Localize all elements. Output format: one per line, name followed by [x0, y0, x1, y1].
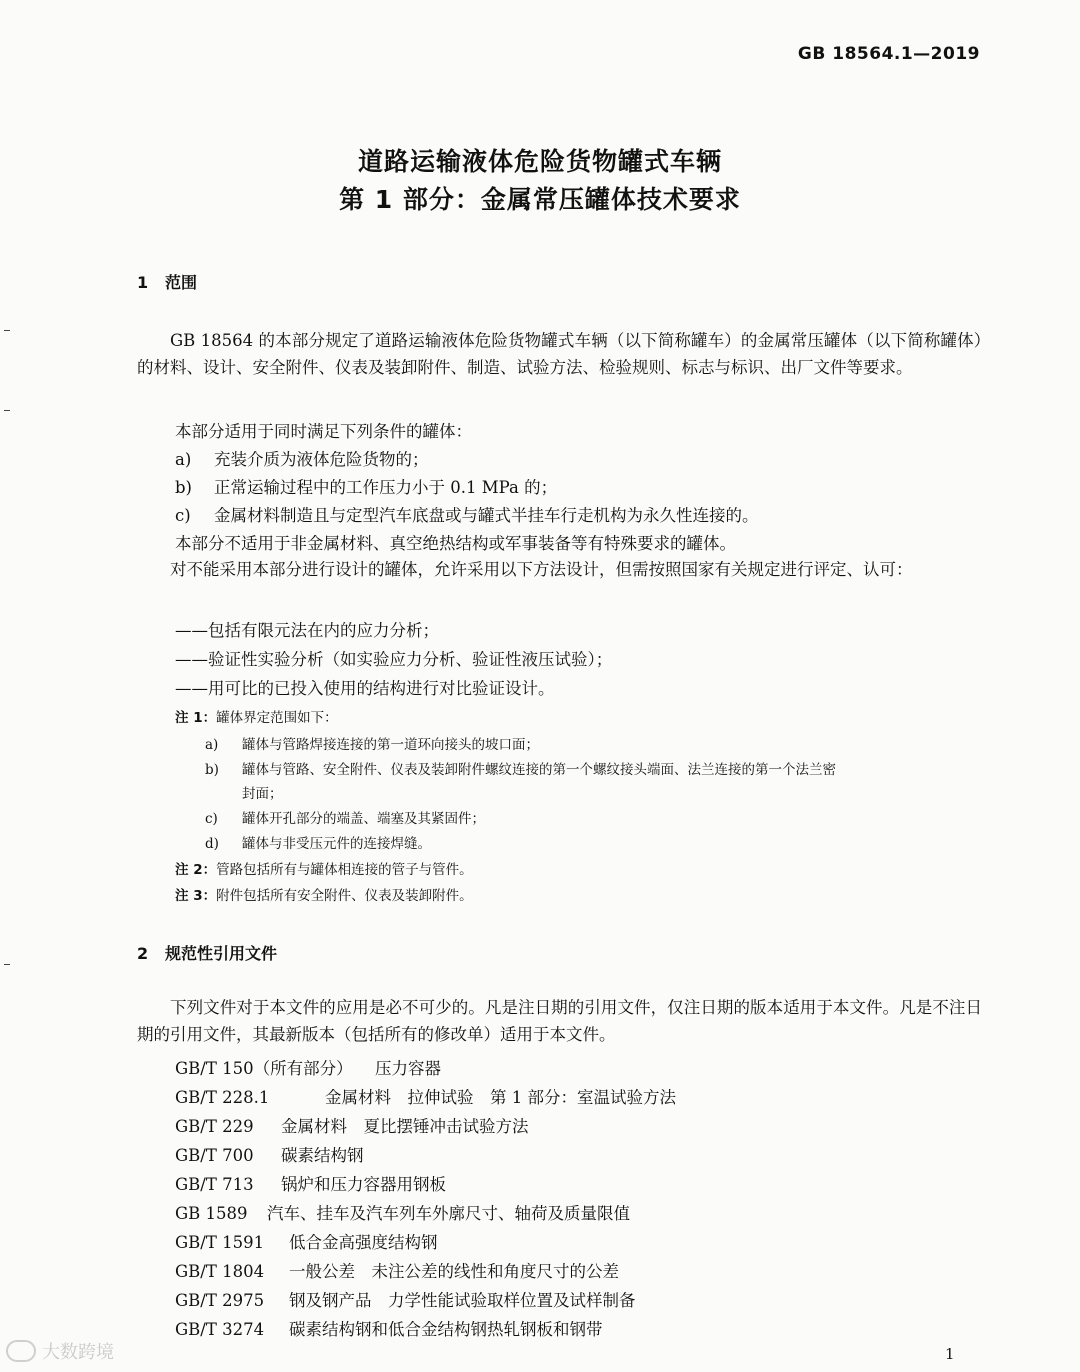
- not-applies-statement: 本部分不适用于非金属材料、真空绝热结构或军事装备等有特殊要求的罐体。: [175, 534, 736, 553]
- page-number: 1: [945, 1345, 955, 1363]
- condition-item: a) 充装介质为液体危险货物的；: [175, 450, 429, 469]
- note-2: 注 2：管路包括所有与罐体相连接的管子与管件。: [175, 862, 473, 878]
- reference-item: GB/T 1804 一般公差 未注公差的线性和角度尺寸的公差: [175, 1262, 619, 1281]
- reference-item: GB/T 228.1 金属材料 拉伸试验 第 1 部分：室温试验方法: [175, 1088, 676, 1107]
- section-1-heading: [137, 270, 197, 293]
- applies-statement: 本部分适用于同时满足下列条件的罐体：: [175, 422, 472, 441]
- section-2-heading: [137, 941, 277, 964]
- scan-mark: [4, 410, 10, 411]
- document-title-line1: 道路运输液体危险货物罐式车辆: [357, 147, 722, 176]
- reference-item: GB/T 229 金属材料 夏比摆锤冲击试验方法: [175, 1117, 529, 1136]
- reference-item: GB/T 713 锅炉和压力容器用钢板: [175, 1175, 446, 1194]
- method-item: ——验证性实验分析（如实验应力分析、验证性液压试验）；: [175, 650, 613, 669]
- watermark-logo-icon: [6, 1340, 36, 1362]
- watermark: 大数跨境: [6, 1338, 114, 1364]
- method-item: ——包括有限元法在内的应力分析；: [175, 621, 439, 640]
- scan-mark: [4, 330, 10, 331]
- reference-item: GB/T 3274 碳素结构钢和低合金结构钢热轧钢板和钢带: [175, 1320, 603, 1339]
- reference-item: GB/T 2975 钢及钢产品 力学性能试验取样位置及试样制备: [175, 1291, 636, 1310]
- note-1-item: a) 罐体与管路焊接连接的第一道环向接头的坡口面；: [205, 737, 539, 753]
- standard-code: GB 18564.1—2019: [797, 44, 980, 64]
- condition-item: c) 金属材料制造且与定型汽车底盘或与罐式半挂车行走机构为永久性连接的。: [175, 506, 759, 525]
- note-1-item: c) 罐体开孔部分的端盖、端塞及其紧固件；: [205, 811, 485, 827]
- section-1-intro: GB 18564 的本部分规定了道路运输液体危险货物罐式车辆（以下简称罐车）的金属常压罐体（以下简称罐体）的材料、设计、安全附件、仪表及装卸附件、制造、试验方法、检验规则、标志与标识、出厂文件等要求。: [137, 331, 982, 377]
- note-1: 注 1：罐体界定范围如下：: [175, 710, 338, 726]
- section-number: 1: [137, 273, 149, 292]
- section-title: 范围: [165, 273, 198, 292]
- method-item: ——用可比的已投入使用的结构进行对比验证设计。: [175, 679, 555, 698]
- note-1-item-continuation: 封面；: [242, 786, 283, 802]
- reference-item: GB/T 700 碳素结构钢: [175, 1146, 364, 1165]
- note-3: 注 3：附件包括所有安全附件、仪表及装卸附件。: [175, 888, 473, 904]
- section-2-intro: 下列文件对于本文件的应用是必不可少的。凡是注日期的引用文件，仅注日期的版本适用于本文件。凡是不注日期的引用文件，其最新版本（包括所有的修改单）适用于本文件。: [137, 998, 982, 1044]
- section-number: 2: [137, 944, 149, 963]
- scan-mark: [4, 964, 10, 965]
- document-title-line2: 第 1 部分：金属常压罐体技术要求: [339, 185, 741, 214]
- section-title: 规范性引用文件: [165, 944, 278, 963]
- note-1-item: d) 罐体与非受压元件的连接焊缝。: [205, 836, 431, 852]
- reference-item: GB/T 150（所有部分） 压力容器: [175, 1059, 441, 1078]
- reference-item: GB/T 1591 低合金高强度结构钢: [175, 1233, 438, 1252]
- note-1-item: b) 罐体与管路、安全附件、仪表及装卸附件螺纹连接的第一个螺纹接头端面、法兰连接的第一个法兰密: [205, 762, 836, 778]
- alt-design-statement: 对不能采用本部分进行设计的罐体，允许采用以下方法设计，但需按照国家有关规定进行评定、认可：: [170, 560, 913, 579]
- reference-item: GB 1589 汽车、挂车及汽车列车外廓尺寸、轴荷及质量限值: [175, 1204, 630, 1223]
- condition-item: b) 正常运输过程中的工作压力小于 0.1 MPa 的；: [175, 478, 558, 497]
